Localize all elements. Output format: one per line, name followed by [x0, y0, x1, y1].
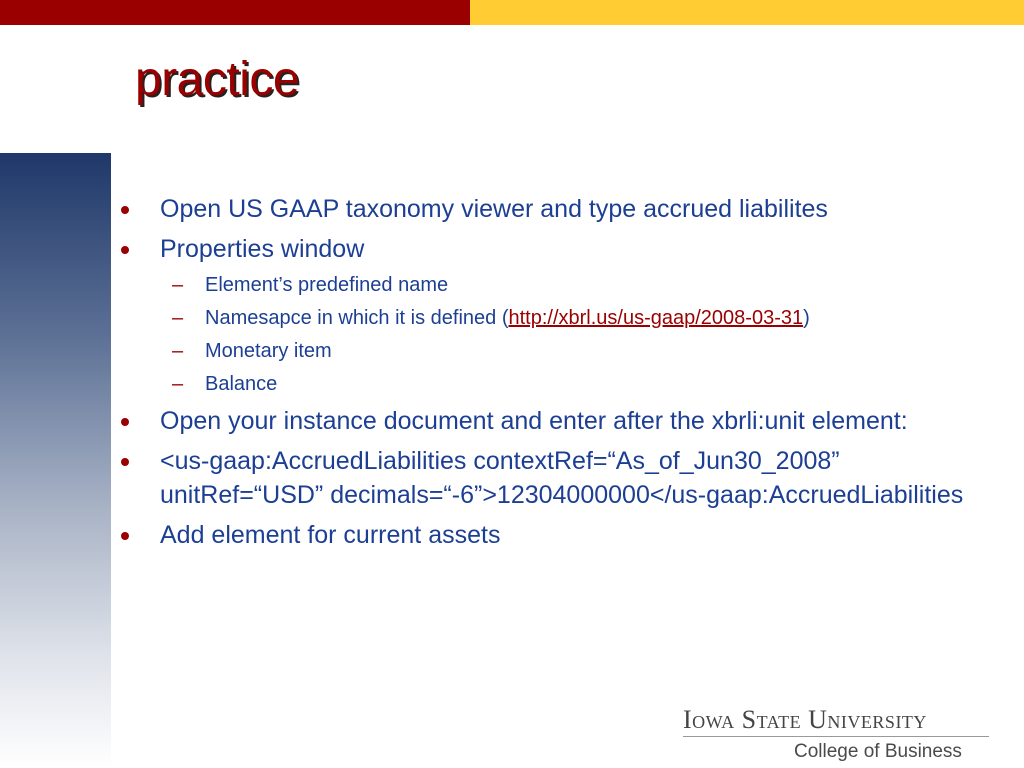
bullet-dot: [121, 206, 129, 214]
sub-bullet-text-closing: ): [803, 307, 810, 329]
bullet-text: <us-gaap:AccruedLiabilities contextRef=“As_of_Jun30_2008” unitRef=“USD” decimals=“-6”>12304000000</us-gaap:AccruedLiabilities: [160, 447, 964, 509]
slide-content: [120, 192, 980, 558]
header-bar-gold: [470, 0, 1024, 25]
bullet-item: [120, 232, 980, 266]
side-gradient-panel: [0, 153, 111, 768]
university-logo: [683, 705, 993, 763]
dash-marker: –: [172, 274, 184, 296]
bullet-dot: [121, 458, 129, 466]
university-name: Iowa State University: [683, 705, 927, 734]
college-name: College of Business: [794, 741, 962, 762]
bullet-dot: [121, 246, 129, 254]
dash-marker: –: [172, 307, 184, 329]
bullet-text: Open US GAAP taxonomy viewer and type accrued liabilites: [160, 195, 828, 223]
bullet-text: Open your instance document and enter after the xbrli:unit element:: [160, 407, 908, 435]
dash-marker: –: [172, 373, 184, 395]
dash-marker: –: [172, 340, 184, 362]
sub-bullet-text: Namesapce in which it is defined (: [205, 307, 509, 329]
slide-title: practice: [135, 53, 300, 106]
sub-bullet-item: [120, 338, 980, 364]
header-bar-red: [0, 0, 470, 25]
logo-divider: [683, 736, 989, 737]
bullet-dot: [121, 532, 129, 540]
bullet-item: [120, 192, 980, 226]
sub-bullet-item: [120, 305, 980, 331]
sub-bullet-text: Monetary item: [205, 340, 332, 362]
namespace-link[interactable]: http://xbrl.us/us-gaap/2008-03-31: [508, 307, 804, 329]
sub-bullet-item: [120, 371, 980, 397]
sub-bullet-text: Balance: [205, 373, 278, 395]
bullet-item: [120, 444, 980, 512]
bullet-text: Properties window: [160, 235, 365, 263]
bullet-item: [120, 518, 980, 552]
bullet-item: [120, 404, 980, 438]
bullet-text: Add element for current assets: [160, 521, 501, 549]
bullet-dot: [121, 418, 129, 426]
sub-bullet-item: [120, 272, 980, 298]
sub-bullet-text: Element’s predefined name: [205, 274, 449, 296]
